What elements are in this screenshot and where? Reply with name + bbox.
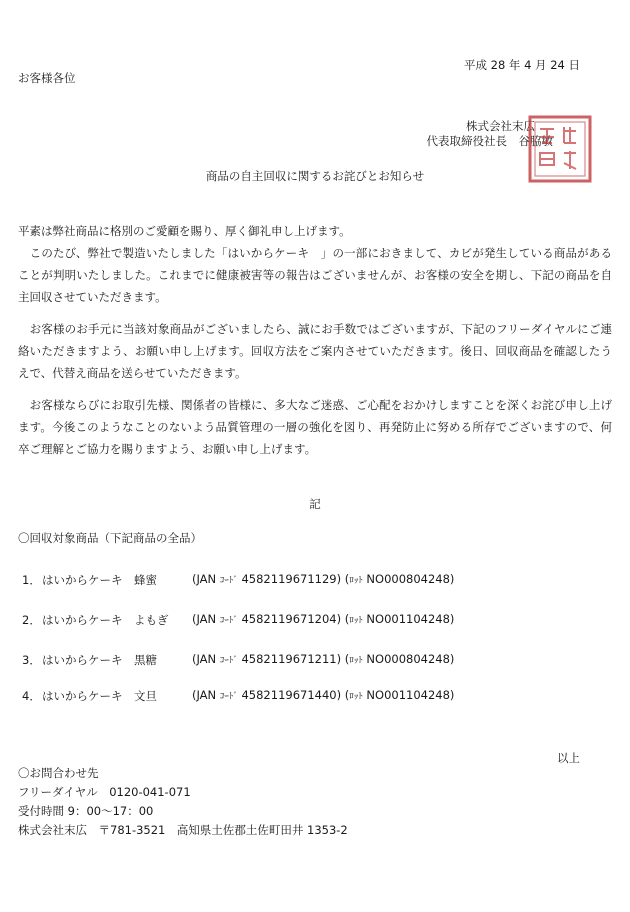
lot-label: ﾛｯﾄ — [349, 656, 363, 666]
item-codes — [192, 612, 454, 626]
jan-code: 4582119671129) — [241, 572, 342, 586]
contact-heading: 〇お問合わせ先 — [18, 766, 99, 780]
jan-code: 4582119671204) — [241, 612, 342, 626]
paragraph-apology: お客様ならびにお取引先様、関係者の皆様に、多大なご迷惑、ご心配をおかけしますことを深くお詫び申し上げます。今後このようなことのないよう品質管理の一層の強化を図り、再発防止に努める所存でございますので、何卒ご理解とご協力を賜りますよう、お願い申し上げます。 — [18, 398, 612, 456]
jan-prefix: (JAN — [192, 572, 217, 586]
item-codes — [192, 572, 454, 586]
paragraph-instructions: お客様のお手元に当該対象商品がございましたら、誠にお手数ではございますが、下記のフリーダイヤルにご連絡いただきますよう、お願い申し上げます。回収方法をご案内させていただきます。後日、回収商品を確認したうえで、代替え商品を送らせていただきます。 — [18, 322, 612, 380]
lot-number: NO001104248) — [366, 612, 455, 626]
contact-hours: 受付時間 9：00～17：00 — [18, 804, 154, 818]
lot-number: NO000804248) — [366, 572, 455, 586]
ki-heading: 記 — [309, 497, 321, 511]
recall-item — [22, 612, 455, 628]
item-number: 2． — [22, 613, 41, 627]
lot-open: ( — [344, 612, 350, 626]
contact-freedial: フリーダイヤル 0120-041-071 — [18, 785, 191, 799]
closing-ijo: 以上 — [557, 751, 580, 765]
jan-code: 4582119671211) — [241, 652, 342, 666]
lot-open: ( — [344, 688, 350, 702]
lot-number: NO001104248) — [366, 688, 455, 702]
paragraph-intro: 平素は弊社商品に格別のご愛顧を賜り、厚く御礼申し上げます。 このたび、弊社で製造いたしました「はいからケーキ 」の一部におきまして、カビが発生している商品があることが判明いたしました。これまでに健康被害等の報告はございませんが、お客様の安全を期し、下記の商品を自主回収させていただきます。 — [18, 224, 612, 304]
item-number: 3． — [22, 653, 41, 667]
notice-title: 商品の自主回収に関するお詫びとお知らせ — [205, 169, 425, 183]
recall-item — [22, 652, 455, 668]
representative-name: 代表取締役社長 谷脇敏 — [426, 134, 553, 148]
recall-item — [22, 688, 455, 704]
lot-open: ( — [344, 572, 350, 586]
addressee: お客様各位 — [18, 71, 76, 85]
item-name: はいからケーキ 蜂蜜 — [42, 573, 157, 587]
lot-open: ( — [344, 652, 350, 666]
item-number: 4． — [22, 689, 41, 703]
lot-label: ﾛｯﾄ — [349, 692, 363, 702]
item-codes — [192, 688, 454, 702]
jan-label: ｺｰﾄﾞ — [219, 656, 238, 666]
recall-heading: 〇回収対象商品（下記商品の全品） — [18, 531, 202, 545]
item-codes — [192, 652, 454, 666]
company-name: 株式会社末広 — [466, 119, 535, 133]
item-name: はいからケーキ 黒糖 — [42, 653, 157, 667]
contact-address: 株式会社末広 〒781-3521 高知県土佐郡土佐町田井 1353-2 — [18, 823, 348, 837]
jan-prefix: (JAN — [192, 612, 217, 626]
recall-item — [22, 572, 455, 588]
item-name: はいからケーキ 文旦 — [42, 689, 157, 703]
document-date: 平成 28 年 4 月 24 日 — [463, 58, 580, 72]
item-name: はいからケーキ よもぎ — [42, 613, 169, 627]
jan-label: ｺｰﾄﾞ — [219, 576, 238, 586]
jan-label: ｺｰﾄﾞ — [219, 616, 238, 626]
lot-label: ﾛｯﾄ — [349, 576, 363, 586]
lot-label: ﾛｯﾄ — [349, 616, 363, 626]
jan-prefix: (JAN — [192, 652, 217, 666]
item-number: 1． — [22, 573, 41, 587]
jan-label: ｺｰﾄﾞ — [219, 692, 238, 702]
lot-number: NO000804248) — [366, 652, 455, 666]
jan-code: 4582119671440) — [241, 688, 342, 702]
jan-prefix: (JAN — [192, 688, 217, 702]
